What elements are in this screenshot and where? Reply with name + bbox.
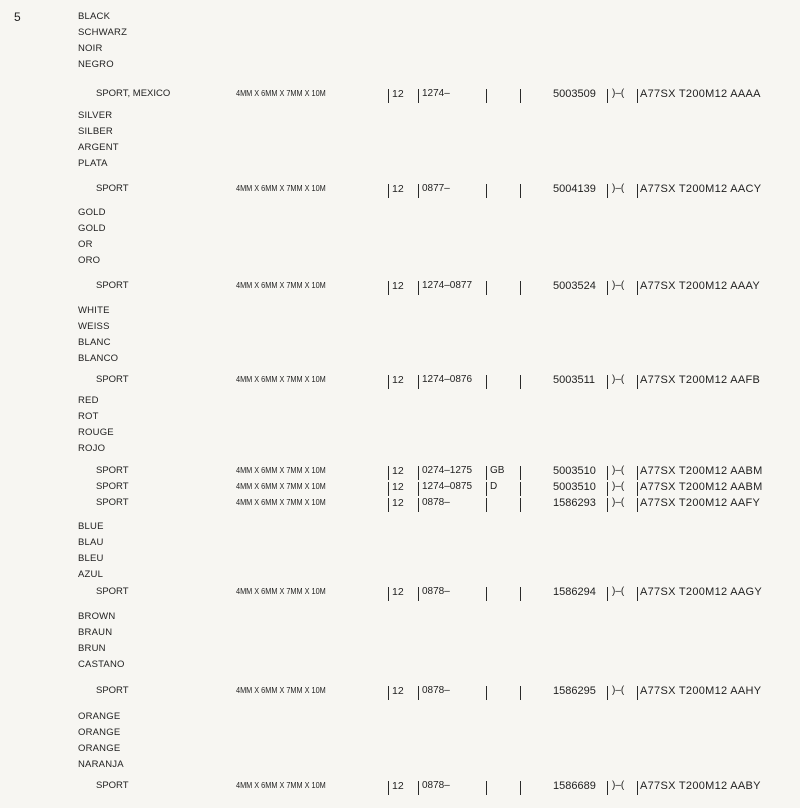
table-row <box>0 183 800 199</box>
color-name: BLANCO <box>78 353 119 364</box>
column-rule <box>607 482 608 496</box>
column-rule <box>520 89 521 103</box>
size-spec: 4MM X 6MM X 7MM X 10M <box>236 280 326 290</box>
column-rule <box>486 466 487 480</box>
color-names-blue <box>78 519 104 583</box>
color-names-orange <box>78 709 124 773</box>
color-name: GOLD <box>78 207 106 218</box>
marker-symbol: )–( <box>612 497 625 508</box>
color-name: ARGENT <box>78 142 119 153</box>
column-rule <box>486 482 487 496</box>
column-rule <box>607 781 608 795</box>
color-name: BRAUN <box>78 627 113 638</box>
part-number: 5003524 <box>553 280 596 292</box>
model-code: A77SX T200M12 AACY <box>640 183 762 195</box>
marker-symbol: )–( <box>612 88 625 99</box>
marker-symbol: )–( <box>612 685 625 696</box>
size-spec: 4MM X 6MM X 7MM X 10M <box>236 465 326 475</box>
size-spec: 4MM X 6MM X 7MM X 10M <box>236 586 326 596</box>
column-rule <box>520 686 521 700</box>
part-number: 1586295 <box>553 685 596 697</box>
marker-symbol: )–( <box>612 183 625 194</box>
color-name: NARANJA <box>78 759 124 770</box>
product-name: SPORT <box>96 497 129 508</box>
country-suffix: GB <box>490 465 505 476</box>
part-number: 5003511 <box>553 374 596 386</box>
column-rule <box>388 498 389 512</box>
part-number: 5003510 <box>553 465 596 477</box>
column-rule <box>486 686 487 700</box>
table-row <box>0 481 800 497</box>
product-name: SPORT <box>96 481 129 492</box>
column-rule <box>418 482 419 496</box>
marker-symbol: )–( <box>612 586 625 597</box>
color-name: SCHWARZ <box>78 27 128 38</box>
color-name: PLATA <box>78 158 108 169</box>
column-rule <box>486 587 487 601</box>
table-row <box>0 497 800 513</box>
quantity: 12 <box>392 497 404 509</box>
quantity: 12 <box>392 685 404 697</box>
column-rule <box>486 498 487 512</box>
date-range: 0878– <box>422 780 450 791</box>
country-suffix: D <box>490 481 498 492</box>
column-rule <box>637 375 638 389</box>
column-rule <box>607 89 608 103</box>
column-rule <box>520 281 521 295</box>
column-rule <box>388 184 389 198</box>
date-range: 1274– <box>422 88 450 99</box>
table-row <box>0 88 800 104</box>
table-row <box>0 586 800 602</box>
marker-symbol: )–( <box>612 780 625 791</box>
color-name: ORANGE <box>78 711 121 722</box>
part-number: 1586689 <box>553 780 596 792</box>
column-rule <box>388 89 389 103</box>
column-rule <box>418 498 419 512</box>
color-names-red <box>78 393 114 457</box>
model-code: A77SX T200M12 AAFY <box>640 497 761 509</box>
part-number: 1586294 <box>553 586 596 598</box>
color-name: NEGRO <box>78 59 114 70</box>
date-range: 0274–1275 <box>422 465 473 476</box>
product-name: SPORT <box>96 183 129 194</box>
column-rule <box>418 281 419 295</box>
column-rule <box>388 281 389 295</box>
model-code: A77SX T200M12 AABM <box>640 465 763 477</box>
date-range: 1274–0876 <box>422 374 473 385</box>
date-range: 0877– <box>422 183 450 194</box>
table-row <box>0 374 800 390</box>
model-code: A77SX T200M12 AABY <box>640 780 761 792</box>
color-name: BLUE <box>78 521 104 532</box>
column-rule <box>607 184 608 198</box>
product-name: SPORT <box>96 780 129 791</box>
size-spec: 4MM X 6MM X 7MM X 10M <box>236 497 326 507</box>
marker-symbol: )–( <box>612 481 625 492</box>
color-name: AZUL <box>78 569 104 580</box>
color-name: ROUGE <box>78 427 114 438</box>
column-rule <box>637 89 638 103</box>
column-rule <box>637 686 638 700</box>
date-range: 0878– <box>422 497 450 508</box>
date-range: 0878– <box>422 586 450 597</box>
marker-symbol: )–( <box>612 374 625 385</box>
column-rule <box>418 587 419 601</box>
model-code: A77SX T200M12 AAAY <box>640 280 760 292</box>
column-rule <box>607 375 608 389</box>
marker-symbol: )–( <box>612 280 625 291</box>
marker-symbol: )–( <box>612 465 625 476</box>
model-code: A77SX T200M12 AABM <box>640 481 763 493</box>
column-rule <box>418 184 419 198</box>
column-rule <box>418 89 419 103</box>
size-spec: 4MM X 6MM X 7MM X 10M <box>236 88 326 98</box>
size-spec: 4MM X 6MM X 7MM X 10M <box>236 780 326 790</box>
color-name: SILVER <box>78 110 113 121</box>
column-rule <box>486 89 487 103</box>
color-names-brown <box>78 609 125 673</box>
color-name: WEISS <box>78 321 110 332</box>
column-rule <box>520 375 521 389</box>
color-name: ROT <box>78 411 99 422</box>
column-rule <box>637 498 638 512</box>
date-range: 1274–0877 <box>422 280 473 291</box>
column-rule <box>418 781 419 795</box>
table-row <box>0 780 800 796</box>
color-names-gold <box>78 205 106 269</box>
column-rule <box>418 466 419 480</box>
column-rule <box>486 184 487 198</box>
table-row <box>0 280 800 296</box>
date-range: 1274–0875 <box>422 481 473 492</box>
color-name: OR <box>78 239 93 250</box>
quantity: 12 <box>392 586 404 598</box>
column-rule <box>388 466 389 480</box>
column-rule <box>520 587 521 601</box>
size-spec: 4MM X 6MM X 7MM X 10M <box>236 183 326 193</box>
column-rule <box>637 466 638 480</box>
size-spec: 4MM X 6MM X 7MM X 10M <box>236 685 326 695</box>
quantity: 12 <box>392 374 404 386</box>
column-rule <box>388 686 389 700</box>
color-name: BLACK <box>78 11 111 22</box>
column-rule <box>637 482 638 496</box>
column-rule <box>637 281 638 295</box>
color-name: WHITE <box>78 305 110 316</box>
color-name: ORANGE <box>78 743 121 754</box>
column-rule <box>607 466 608 480</box>
column-rule <box>486 375 487 389</box>
column-rule <box>388 482 389 496</box>
color-name: ORO <box>78 255 101 266</box>
table-row <box>0 685 800 701</box>
part-number: 5004139 <box>553 183 596 195</box>
product-name: SPORT <box>96 465 129 476</box>
column-rule <box>607 587 608 601</box>
color-name: BROWN <box>78 611 116 622</box>
quantity: 12 <box>392 780 404 792</box>
color-names-black <box>78 9 127 73</box>
part-number: 5003510 <box>553 481 596 493</box>
column-rule <box>520 184 521 198</box>
color-name: BRUN <box>78 643 106 654</box>
column-rule <box>520 482 521 496</box>
column-rule <box>388 587 389 601</box>
color-name: BLEU <box>78 553 104 564</box>
quantity: 12 <box>392 465 404 477</box>
column-rule <box>607 686 608 700</box>
color-name: GOLD <box>78 223 106 234</box>
date-range: 0878– <box>422 685 450 696</box>
column-rule <box>486 781 487 795</box>
size-spec: 4MM X 6MM X 7MM X 10M <box>236 481 326 491</box>
color-name: BLANC <box>78 337 111 348</box>
column-rule <box>637 781 638 795</box>
product-name: SPORT <box>96 685 129 696</box>
column-rule <box>520 781 521 795</box>
color-name: RED <box>78 395 99 406</box>
color-name: ORANGE <box>78 727 121 738</box>
model-code: A77SX T200M12 AAAA <box>640 88 761 100</box>
page-number: 5 <box>14 10 21 24</box>
product-name: SPORT <box>96 586 129 597</box>
quantity: 12 <box>392 88 404 100</box>
product-name: SPORT <box>96 374 129 385</box>
column-rule <box>388 375 389 389</box>
column-rule <box>520 466 521 480</box>
column-rule <box>637 184 638 198</box>
color-names-silver <box>78 108 119 172</box>
part-number: 5003509 <box>553 88 596 100</box>
product-name: SPORT, MEXICO <box>96 88 171 99</box>
color-name: NOIR <box>78 43 103 54</box>
column-rule <box>637 587 638 601</box>
column-rule <box>607 498 608 512</box>
model-code: A77SX T200M12 AAFB <box>640 374 761 386</box>
model-code: A77SX T200M12 AAGY <box>640 586 762 598</box>
product-name: SPORT <box>96 280 129 291</box>
quantity: 12 <box>392 481 404 493</box>
column-rule <box>418 686 419 700</box>
color-name: CASTANO <box>78 659 125 670</box>
column-rule <box>520 498 521 512</box>
quantity: 12 <box>392 280 404 292</box>
color-name: BLAU <box>78 537 104 548</box>
column-rule <box>388 781 389 795</box>
column-rule <box>607 281 608 295</box>
part-number: 1586293 <box>553 497 596 509</box>
color-names-white <box>78 303 118 367</box>
table-row <box>0 465 800 481</box>
color-name: ROJO <box>78 443 106 454</box>
column-rule <box>418 375 419 389</box>
model-code: A77SX T200M12 AAHY <box>640 685 762 697</box>
size-spec: 4MM X 6MM X 7MM X 10M <box>236 374 326 384</box>
column-rule <box>486 281 487 295</box>
quantity: 12 <box>392 183 404 195</box>
color-name: SILBER <box>78 126 113 137</box>
